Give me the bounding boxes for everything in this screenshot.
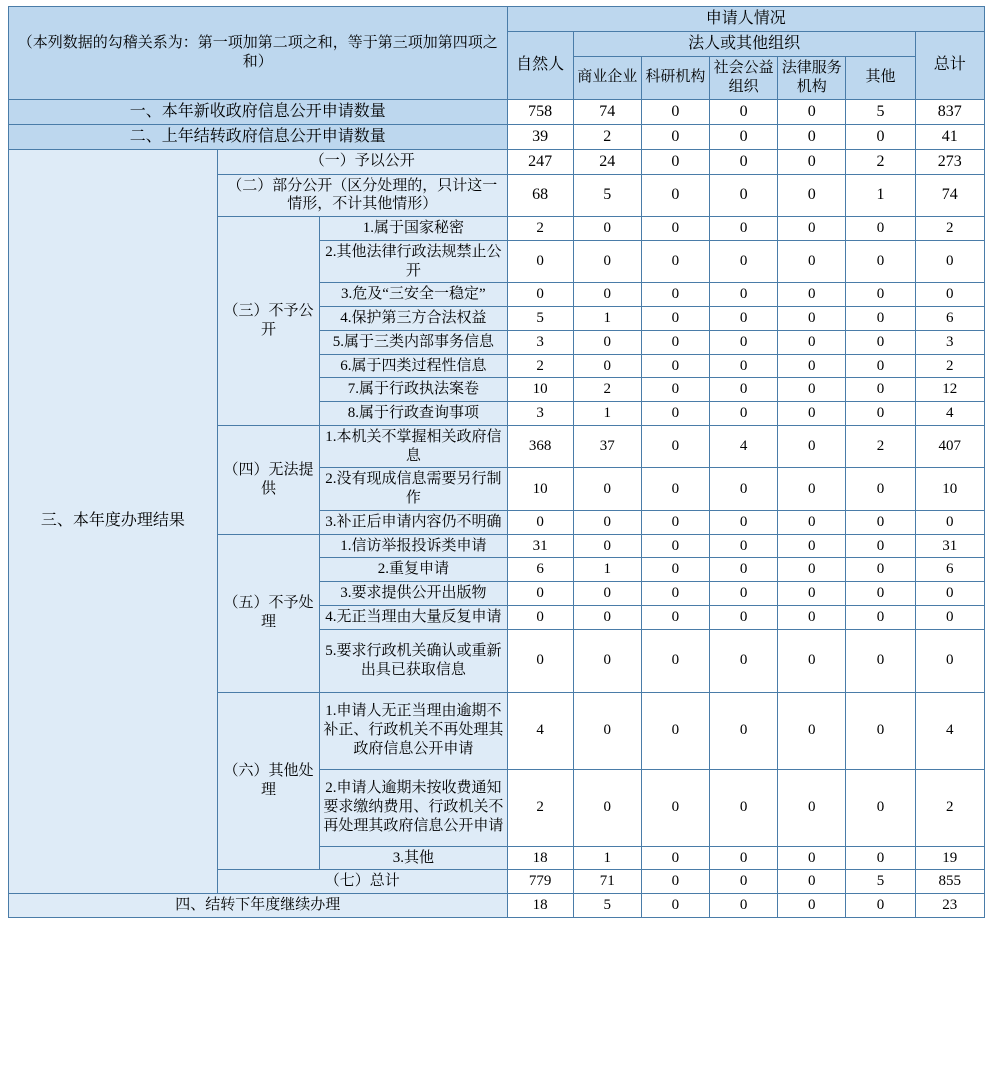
- cell-value: 0: [641, 846, 709, 870]
- cell-value: 0: [915, 240, 984, 283]
- cell-value: 0: [846, 468, 915, 511]
- cell-value: 0: [778, 582, 846, 606]
- cell-value: 0: [641, 354, 709, 378]
- cell-value: 0: [846, 217, 915, 241]
- cell-value: 10: [915, 468, 984, 511]
- cell-value: 0: [710, 558, 778, 582]
- cell-value: 0: [846, 307, 915, 331]
- cell-value: 0: [778, 846, 846, 870]
- row-label-sub: 2.其他法律行政法规禁止公开: [320, 240, 508, 283]
- cell-value: 0: [507, 240, 573, 283]
- cell-value: 10: [507, 378, 573, 402]
- row-label-sub: 4.无正当理由大量反复申请: [320, 605, 508, 629]
- cell-value: 74: [915, 174, 984, 217]
- cell-value: 71: [573, 870, 641, 894]
- header-col-public-welfare: 社会公益组织: [710, 57, 778, 100]
- cell-value: 0: [710, 846, 778, 870]
- cell-value: 0: [846, 894, 915, 918]
- cell-value: 2: [507, 769, 573, 846]
- row-label-group1: （一）予以公开: [217, 149, 507, 174]
- cell-value: 0: [641, 605, 709, 629]
- cell-value: 0: [778, 217, 846, 241]
- cell-value: 0: [641, 510, 709, 534]
- cell-value: 5: [573, 894, 641, 918]
- cell-value: 0: [573, 692, 641, 769]
- cell-value: 0: [778, 629, 846, 692]
- cell-value: 0: [778, 468, 846, 511]
- cell-value: 407: [915, 425, 984, 468]
- table-header-row-1: [9, 7, 985, 32]
- cell-value: 24: [573, 149, 641, 174]
- cell-value: 0: [778, 124, 846, 149]
- cell-value: 0: [915, 629, 984, 692]
- table-row: [9, 894, 985, 918]
- cell-value: 74: [573, 99, 641, 124]
- cell-value: 0: [641, 425, 709, 468]
- cell-value: 0: [778, 174, 846, 217]
- cell-value: 0: [507, 582, 573, 606]
- cell-value: 0: [710, 510, 778, 534]
- row-label-group4: （四）无法提供: [217, 425, 319, 534]
- cell-value: 2: [507, 217, 573, 241]
- cell-value: 0: [573, 769, 641, 846]
- cell-value: 0: [846, 330, 915, 354]
- cell-value: 0: [573, 605, 641, 629]
- cell-value: 0: [641, 468, 709, 511]
- cell-value: 0: [710, 894, 778, 918]
- cell-value: 39: [507, 124, 573, 149]
- table-row: [9, 99, 985, 124]
- cell-value: 2: [915, 769, 984, 846]
- cell-value: 0: [778, 510, 846, 534]
- cell-value: 0: [710, 124, 778, 149]
- cell-value: 0: [641, 149, 709, 174]
- cell-value: 779: [507, 870, 573, 894]
- cell-value: 0: [641, 402, 709, 426]
- cell-value: 0: [846, 283, 915, 307]
- cell-value: 0: [778, 894, 846, 918]
- row-label-sub: 3.其他: [320, 846, 508, 870]
- cell-value: 0: [846, 240, 915, 283]
- header-col-business: 商业企业: [573, 57, 641, 100]
- cell-value: 0: [846, 402, 915, 426]
- cell-value: 0: [507, 510, 573, 534]
- cell-value: 0: [846, 534, 915, 558]
- cell-value: 0: [710, 174, 778, 217]
- cell-value: 0: [846, 629, 915, 692]
- cell-value: 0: [641, 629, 709, 692]
- cell-value: 0: [641, 378, 709, 402]
- row-label-group6: （六）其他处理: [217, 692, 319, 870]
- cell-value: 6: [915, 558, 984, 582]
- cell-value: 0: [641, 534, 709, 558]
- row-label-sub: 1.申请人无正当理由逾期不补正、行政机关不再处理其政府信息公开申请: [320, 692, 508, 769]
- cell-value: 0: [846, 558, 915, 582]
- row-label-item1: 一、本年新收政府信息公开申请数量: [9, 99, 508, 124]
- cell-value: 0: [641, 124, 709, 149]
- cell-value: 0: [507, 605, 573, 629]
- cell-value: 758: [507, 99, 573, 124]
- cell-value: 0: [846, 582, 915, 606]
- row-label-sub: 1.信访举报投诉类申请: [320, 534, 508, 558]
- row-label-group3: （三）不予公开: [217, 217, 319, 426]
- cell-value: 4: [507, 692, 573, 769]
- cell-value: 2: [507, 354, 573, 378]
- cell-value: 18: [507, 846, 573, 870]
- cell-value: 368: [507, 425, 573, 468]
- cell-value: 0: [778, 402, 846, 426]
- cell-value: 0: [846, 692, 915, 769]
- cell-value: 0: [710, 378, 778, 402]
- cell-value: 0: [641, 558, 709, 582]
- cell-value: 0: [846, 354, 915, 378]
- cell-value: 0: [778, 149, 846, 174]
- cell-value: 2: [915, 217, 984, 241]
- row-label-sub: 1.本机关不掌握相关政府信息: [320, 425, 508, 468]
- cell-value: 1: [573, 558, 641, 582]
- cell-value: 0: [778, 534, 846, 558]
- header-col-other: 其他: [846, 57, 915, 100]
- cell-value: 0: [710, 769, 778, 846]
- cell-value: 0: [778, 283, 846, 307]
- cell-value: 0: [507, 283, 573, 307]
- cell-value: 0: [641, 870, 709, 894]
- table-row: [9, 124, 985, 149]
- cell-value: 0: [641, 692, 709, 769]
- cell-value: 3: [915, 330, 984, 354]
- row-label-sub: 3.危及“三安全一稳定”: [320, 283, 508, 307]
- cell-value: 0: [641, 894, 709, 918]
- row-label-item3: 三、本年度办理结果: [9, 149, 218, 894]
- table-row: [9, 149, 985, 174]
- row-label-sub: 3.补正后申请内容仍不明确: [320, 510, 508, 534]
- cell-value: 68: [507, 174, 573, 217]
- row-label-item2: 二、上年结转政府信息公开申请数量: [9, 124, 508, 149]
- cell-value: 12: [915, 378, 984, 402]
- row-label-item4: 四、结转下年度继续办理: [9, 894, 508, 918]
- cell-value: 0: [710, 582, 778, 606]
- cell-value: 855: [915, 870, 984, 894]
- cell-value: 3: [507, 330, 573, 354]
- cell-value: 0: [846, 605, 915, 629]
- header-applicant-group: 申请人情况: [507, 7, 984, 32]
- header-total: 总计: [915, 32, 984, 100]
- cell-value: 0: [846, 846, 915, 870]
- cell-value: 0: [778, 378, 846, 402]
- cell-value: 23: [915, 894, 984, 918]
- cell-value: 1: [573, 307, 641, 331]
- cell-value: 5: [507, 307, 573, 331]
- cell-value: 0: [778, 99, 846, 124]
- cell-value: 2: [915, 354, 984, 378]
- row-label-group2: （二）部分公开（区分处理的，只计这一情形，不计其他情形）: [217, 174, 507, 217]
- cell-value: 0: [778, 605, 846, 629]
- cell-value: 31: [507, 534, 573, 558]
- cell-value: 0: [573, 510, 641, 534]
- cell-value: 2: [573, 378, 641, 402]
- cell-value: 41: [915, 124, 984, 149]
- cell-value: 0: [778, 240, 846, 283]
- row-label-sub: 2.重复申请: [320, 558, 508, 582]
- cell-value: 0: [710, 99, 778, 124]
- cell-value: 0: [710, 605, 778, 629]
- cell-value: 10: [507, 468, 573, 511]
- cell-value: 0: [507, 629, 573, 692]
- cell-value: 4: [915, 692, 984, 769]
- cell-value: 0: [846, 378, 915, 402]
- cell-value: 5: [846, 99, 915, 124]
- cell-value: 3: [507, 402, 573, 426]
- cell-value: 0: [710, 240, 778, 283]
- cell-value: 0: [710, 307, 778, 331]
- header-natural-person: 自然人: [507, 32, 573, 100]
- cell-value: 247: [507, 149, 573, 174]
- cell-value: 0: [573, 240, 641, 283]
- cell-value: 5: [573, 174, 641, 217]
- cell-value: 0: [573, 330, 641, 354]
- row-label-sub: 4.保护第三方合法权益: [320, 307, 508, 331]
- cell-value: 0: [573, 629, 641, 692]
- cell-value: 0: [710, 692, 778, 769]
- cell-value: 0: [778, 870, 846, 894]
- cell-value: 0: [710, 217, 778, 241]
- row-label-sub: 2.申请人逾期未按收费通知要求缴纳费用、行政机关不再处理其政府信息公开申请: [320, 769, 508, 846]
- header-legal-group: 法人或其他组织: [573, 32, 915, 57]
- cell-value: 0: [915, 582, 984, 606]
- row-label-sub: 1.属于国家秘密: [320, 217, 508, 241]
- cell-value: 0: [641, 582, 709, 606]
- row-label-sub: 5.要求行政机关确认或重新出具已获取信息: [320, 629, 508, 692]
- cell-value: 5: [846, 870, 915, 894]
- row-label-sub: 5.属于三类内部事务信息: [320, 330, 508, 354]
- cell-value: 0: [641, 217, 709, 241]
- cell-value: 0: [710, 534, 778, 558]
- note-cell: （本列数据的勾稽关系为：第一项加第二项之和，等于第三项加第四项之和）: [9, 7, 508, 100]
- row-label-sub: 6.属于四类过程性信息: [320, 354, 508, 378]
- cell-value: 0: [778, 425, 846, 468]
- cell-value: 0: [641, 283, 709, 307]
- cell-value: 0: [778, 307, 846, 331]
- cell-value: 2: [846, 149, 915, 174]
- cell-value: 0: [641, 330, 709, 354]
- row-label-sub: 3.要求提供公开出版物: [320, 582, 508, 606]
- cell-value: 37: [573, 425, 641, 468]
- cell-value: 0: [846, 769, 915, 846]
- cell-value: 0: [710, 629, 778, 692]
- row-label-sub: 8.属于行政查询事项: [320, 402, 508, 426]
- row-label-sub: 2.没有现成信息需要另行制作: [320, 468, 508, 511]
- cell-value: 0: [573, 582, 641, 606]
- cell-value: 0: [573, 468, 641, 511]
- cell-value: 18: [507, 894, 573, 918]
- government-info-disclosure-table: [8, 6, 985, 918]
- cell-value: 2: [573, 124, 641, 149]
- cell-value: 0: [641, 99, 709, 124]
- cell-value: 0: [710, 870, 778, 894]
- cell-value: 0: [710, 330, 778, 354]
- cell-value: 0: [573, 354, 641, 378]
- cell-value: 0: [915, 510, 984, 534]
- cell-value: 1: [846, 174, 915, 217]
- cell-value: 0: [573, 534, 641, 558]
- cell-value: 0: [778, 330, 846, 354]
- cell-value: 1: [573, 846, 641, 870]
- cell-value: 0: [710, 149, 778, 174]
- cell-value: 837: [915, 99, 984, 124]
- cell-value: 0: [778, 354, 846, 378]
- cell-value: 0: [915, 605, 984, 629]
- cell-value: 0: [641, 307, 709, 331]
- cell-value: 0: [641, 240, 709, 283]
- cell-value: 0: [710, 468, 778, 511]
- cell-value: 0: [573, 283, 641, 307]
- cell-value: 0: [710, 354, 778, 378]
- row-label-group7-total: （七）总计: [217, 870, 507, 894]
- header-col-research: 科研机构: [641, 57, 709, 100]
- cell-value: 1: [573, 402, 641, 426]
- cell-value: 0: [778, 558, 846, 582]
- cell-value: 0: [915, 283, 984, 307]
- cell-value: 0: [778, 692, 846, 769]
- cell-value: 0: [846, 510, 915, 534]
- cell-value: 0: [778, 769, 846, 846]
- row-label-sub: 7.属于行政执法案卷: [320, 378, 508, 402]
- cell-value: 0: [710, 402, 778, 426]
- cell-value: 4: [710, 425, 778, 468]
- cell-value: 0: [641, 769, 709, 846]
- cell-value: 0: [710, 283, 778, 307]
- cell-value: 6: [915, 307, 984, 331]
- cell-value: 0: [573, 217, 641, 241]
- cell-value: 0: [641, 174, 709, 217]
- cell-value: 6: [507, 558, 573, 582]
- cell-value: 4: [915, 402, 984, 426]
- cell-value: 0: [846, 124, 915, 149]
- cell-value: 31: [915, 534, 984, 558]
- row-label-group5: （五）不予处理: [217, 534, 319, 692]
- cell-value: 19: [915, 846, 984, 870]
- cell-value: 273: [915, 149, 984, 174]
- header-col-legal-service: 法律服务机构: [778, 57, 846, 100]
- cell-value: 2: [846, 425, 915, 468]
